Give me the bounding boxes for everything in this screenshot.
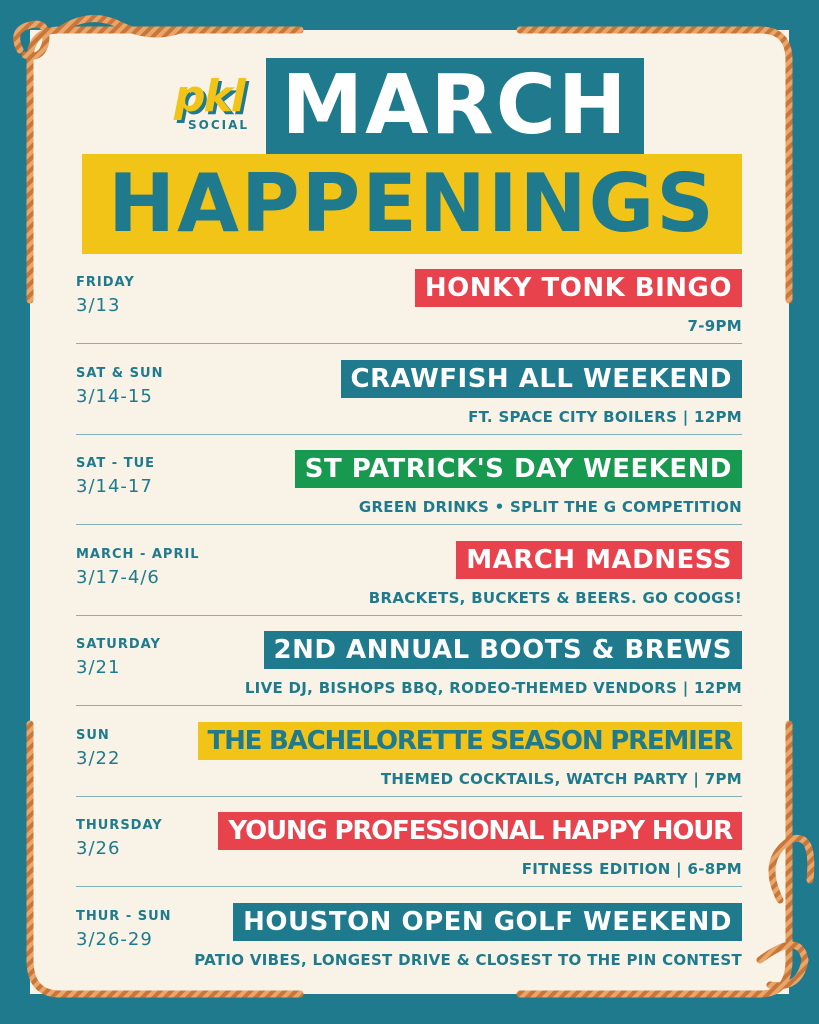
event-row bbox=[76, 363, 742, 456]
title-happenings: HAPPENINGS bbox=[82, 154, 742, 254]
event-details: 7-9PM bbox=[687, 317, 742, 335]
event-divider bbox=[76, 343, 742, 344]
event-row bbox=[76, 818, 742, 908]
event-row bbox=[76, 456, 742, 546]
event-details: LIVE DJ, BISHOPS BBQ, RODEO-THEMED VENDORS | 12PM bbox=[244, 679, 742, 697]
event-date: 3/26 bbox=[76, 838, 121, 859]
event-day: FRIDAY bbox=[76, 275, 135, 290]
event-date: 3/14-15 bbox=[76, 385, 153, 407]
event-details: THEMED COCKTAILS, WATCH PARTY | 7PM bbox=[380, 769, 742, 788]
event-details: FT. SPACE CITY BOILERS | 12PM bbox=[468, 407, 742, 426]
event-row bbox=[76, 725, 742, 818]
event-day: SUN bbox=[76, 727, 110, 743]
event-day: THUR - SUN bbox=[76, 908, 172, 924]
event-date: 3/14-17 bbox=[76, 476, 153, 497]
event-day: SATURDAY bbox=[76, 637, 161, 652]
event-day: MARCH - APRIL bbox=[76, 546, 200, 562]
event-details: FITNESS EDITION | 6-8PM bbox=[521, 860, 742, 878]
event-name: YOUNG PROFESSIONAL HAPPY HOUR bbox=[218, 812, 742, 850]
title-march: MARCH bbox=[266, 58, 644, 154]
event-row bbox=[76, 275, 742, 365]
event-name: ST PATRICK'S DAY WEEKEND bbox=[295, 450, 742, 488]
event-day: SAT - TUE bbox=[76, 456, 156, 471]
event-name: 2ND ANNUAL BOOTS & BREWS bbox=[264, 631, 742, 669]
event-divider bbox=[76, 524, 742, 525]
event-name: HOUSTON OPEN GOLF WEEKEND bbox=[233, 903, 742, 941]
event-day: THURSDAY bbox=[76, 818, 163, 833]
event-divider bbox=[76, 615, 742, 616]
event-name: CRAWFISH ALL WEEKEND bbox=[341, 360, 742, 398]
event-details: PATIO VIBES, LONGEST DRIVE & CLOSEST TO THE PIN CONTEST bbox=[194, 950, 742, 969]
event-divider bbox=[76, 796, 742, 797]
event-day: SAT & SUN bbox=[76, 365, 164, 381]
event-divider bbox=[76, 434, 742, 435]
pkl-social-logo bbox=[168, 72, 256, 142]
event-date: 3/22 bbox=[76, 747, 121, 769]
event-divider bbox=[76, 705, 742, 706]
event-date: 3/21 bbox=[76, 657, 121, 678]
event-row bbox=[76, 544, 742, 637]
event-date: 3/17-4/6 bbox=[76, 566, 160, 588]
event-date: 3/26-29 bbox=[76, 928, 153, 950]
event-details: GREEN DRINKS • SPLIT THE G COMPETITION bbox=[358, 498, 742, 516]
event-name: MARCH MADNESS bbox=[456, 541, 742, 579]
event-date: 3/13 bbox=[76, 295, 121, 316]
event-name: HONKY TONK BINGO bbox=[415, 269, 742, 307]
event-row bbox=[76, 637, 742, 727]
event-details: BRACKETS, BUCKETS & BEERS. GO COOGS! bbox=[368, 588, 742, 607]
logo-subtext: SOCIAL bbox=[188, 118, 250, 132]
event-name: THE BACHELORETTE SEASON PREMIER bbox=[198, 722, 742, 760]
event-row bbox=[76, 906, 742, 999]
logo-wordmark: pkl bbox=[174, 71, 244, 122]
event-divider bbox=[76, 886, 742, 887]
